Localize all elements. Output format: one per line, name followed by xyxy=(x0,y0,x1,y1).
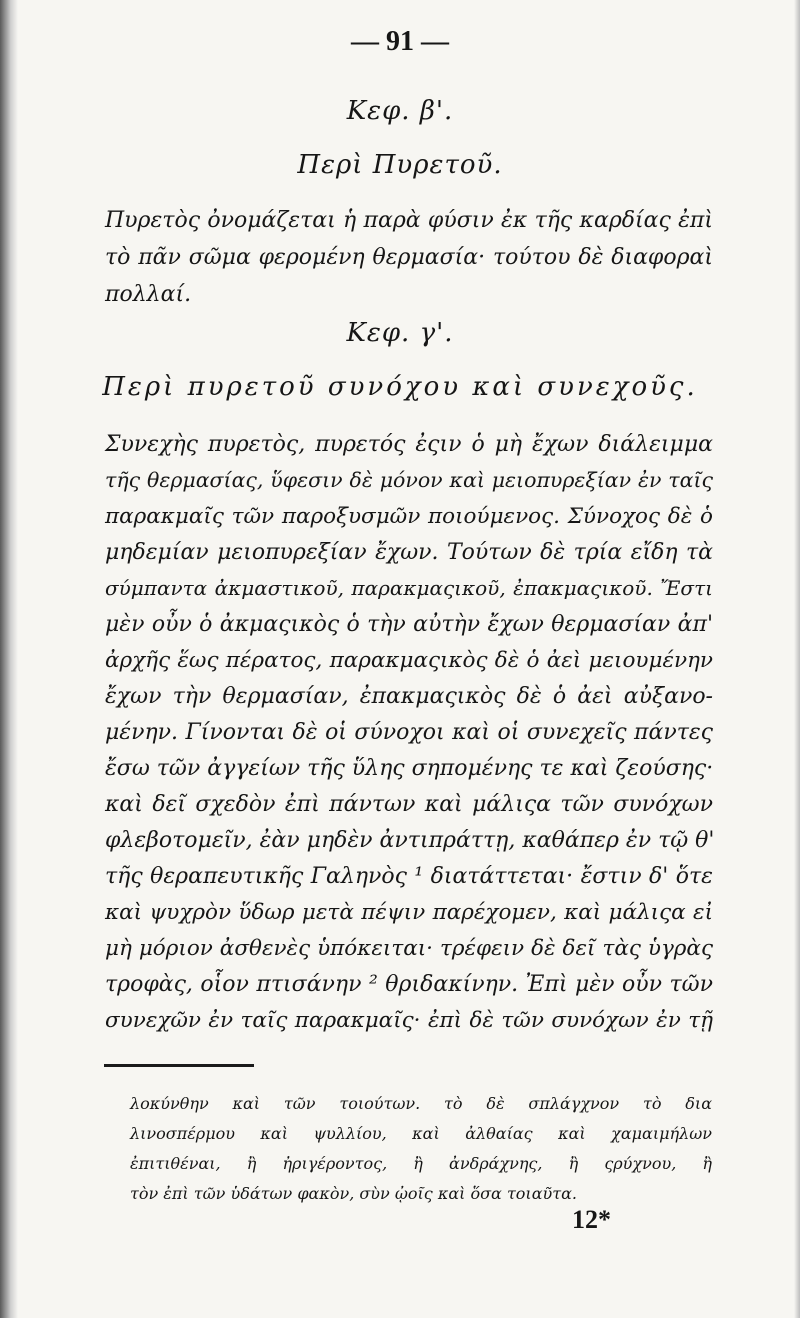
chapter-b-label: Κεφ. β'. xyxy=(346,96,454,126)
body-line: τῆς θεραπευτικῆς Γαληνὸς ¹ διατάττεται· ἔστιν δ' ὅτε xyxy=(105,864,713,889)
body-line: ἀρχῆς ἕως πέρατος, παρακμαςικὸς δὲ ὁ ἀεὶ μειουμένην xyxy=(105,648,713,673)
body-line: καὶ δεῖ σχεδὸν ἐπὶ πάντων καὶ μάλιςα τῶν συνόχων xyxy=(105,792,713,817)
body-line: σύμπαντα ἀκμαστικοῦ, παρακμαςικοῦ, ἐπακμαςικοῦ. Ἔστι xyxy=(105,576,713,600)
page-number: — 91 — xyxy=(351,26,449,57)
body-line: τὸ πᾶν σῶμα φερομένη θερμασία· τούτου δὲ διαφοραὶ xyxy=(105,245,713,270)
body-line: τῆς θερμασίας, ὕφεσιν δὲ μόνον καὶ μειοπυρεξίαν ἐν ταῖς xyxy=(105,468,713,492)
footnote-rule xyxy=(104,1064,254,1067)
signature-mark: 12* xyxy=(572,1205,611,1234)
footnote-line: τὸν ἐπὶ τῶν ὑδάτων φακὸν, σὺν ᾠοῖς καὶ ὅσα τοιαῦτα. xyxy=(130,1184,577,1203)
body-line: μὴ μόριον ἀσθενὲς ὑπόκειται· τρέφειν δὲ δεῖ τὰς ὑγρὰς xyxy=(105,936,713,961)
body-line: μὲν οὖν ὁ ἀκμαςικὸς ὁ τὴν αὐτὴν ἔχων θερμασίαν ἀπ' xyxy=(105,612,713,637)
footnote-line: λοκύνθην καὶ τῶν τοιούτων. τὸ δὲ σπλάγχνον τὸ δια xyxy=(130,1094,712,1113)
page-edge-shadow xyxy=(0,0,18,1318)
body-line: ἔχων τὴν θερμασίαν, ἐπακμαςικὸς δὲ ὁ ἀεὶ αὐξανο- xyxy=(105,684,713,709)
chapter-g-label: Κεφ. γ'. xyxy=(346,318,454,348)
body-line: Πυρετὸς ὀνομάζεται ἡ παρὰ φύσιν ἐκ τῆς καρδίας ἐπὶ xyxy=(105,208,713,233)
body-line: Συνεχὴς πυρετὸς, πυρετός ἐςιν ὁ μὴ ἔχων διάλειμμα xyxy=(105,432,713,457)
body-line: μένην. Γίνονται δὲ οἱ σύνοχοι καὶ οἱ συνεχεῖς πάντες xyxy=(105,720,713,745)
body-line: τροφὰς, οἷον πτισάνην ² θριδακίνην. Ἐπὶ μὲν οὖν τῶν xyxy=(105,972,713,997)
body-line: φλεβοτομεῖν, ἐὰν μηδὲν ἀντιπράττῃ, καθάπερ ἐν τῷ θ' xyxy=(105,828,715,853)
footnote-line: ἐπιτιθέναι, ἢ ἠριγέροντος, ἢ ἀνδράχνης, ἢ ςρύχνου, ἢ xyxy=(130,1154,712,1173)
chapter-g-title: Περὶ πυρετοῦ συνόχου καὶ συνεχοῦς. xyxy=(102,372,698,402)
body-line: συνεχῶν ἐν ταῖς παρακμαῖς· ἐπὶ δὲ τῶν συνόχων ἐν τῇ xyxy=(105,1008,713,1033)
body-line: πολλαί. xyxy=(105,282,192,307)
page-edge-right xyxy=(794,0,800,1318)
body-line: παρακμαῖς τῶν παροξυσμῶν ποιούμενος. Σύνοχος δὲ ὁ xyxy=(105,504,713,529)
body-line: καὶ ψυχρὸν ὕδωρ μετὰ πέψιν παρέχομεν, καὶ μάλιςα εἰ xyxy=(105,900,713,925)
footnote-line: λινοσπέρμου καὶ ψυλλίου, καὶ ἀλθαίας καὶ χαμαιμήλων xyxy=(130,1124,712,1143)
chapter-b-title: Περὶ Πυρετοῦ. xyxy=(297,150,503,180)
body-line: μηδεμίαν μειοπυρεξίαν ἔχων. Τούτων δὲ τρία εἴδη τὰ xyxy=(105,540,713,565)
body-line: ἔσω τῶν ἀγγείων τῆς ὕλης σηπομένης τε καὶ ζεούσης· xyxy=(105,756,714,781)
